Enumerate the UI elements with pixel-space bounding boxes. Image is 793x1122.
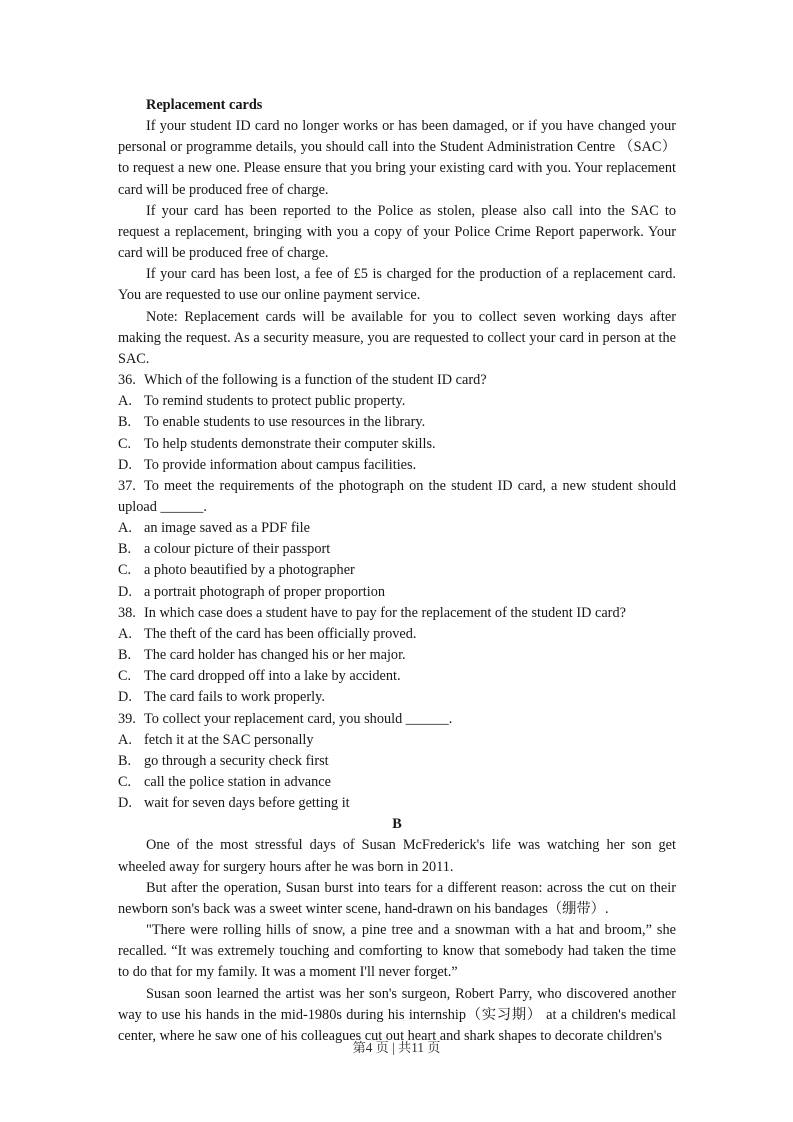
- option-text: To help students demonstrate their computer skills.: [144, 435, 436, 452]
- question-38-stem: In which case does a student have to pay for the replacement of the student ID card?: [144, 604, 626, 621]
- passage-a-paragraph-3: If your card has been lost, a fee of £5 is charged for the production of a replacement card. You are requested to use our online payment service.: [118, 266, 676, 304]
- option-text: The card holder has changed his or her major.: [144, 647, 406, 664]
- question-38-option-c: [118, 666, 676, 687]
- option-text: a photo beautified by a photographer: [144, 562, 355, 579]
- passage-a-paragraph-2: If your card has been reported to the Police as stolen, please also call into the SAC to request a replacement, bringing with you a copy of your Police Crime Report paperwork. Your card will be produced free of charge.: [118, 202, 676, 262]
- passage-b-paragraph-2: But after the operation, Susan burst into tears for a different reason: across the cut on their newborn son's back was a sweet winter scene, hand-drawn on his bandages（绷带）.: [118, 879, 676, 917]
- passage-b-heading: B: [392, 816, 402, 833]
- question-39-option-d: [118, 793, 676, 814]
- option-text: To remind students to protect public property.: [144, 393, 406, 410]
- option-label: C.: [118, 435, 132, 452]
- question-36-option-d: [118, 455, 676, 476]
- question-37-option-b: [118, 539, 676, 560]
- option-label: D.: [118, 795, 132, 812]
- question-39-number: 39.: [118, 710, 136, 727]
- question-39-option-b: [118, 751, 676, 772]
- passage-b-paragraph-1: One of the most stressful days of Susan McFrederick's life was watching her son get wheeled away for surgery hours after he was born in 2011.: [118, 837, 676, 875]
- question-38-option-b: [118, 645, 676, 666]
- option-label: B.: [118, 647, 132, 664]
- question-37-option-a: [118, 518, 676, 539]
- option-label: D.: [118, 456, 132, 473]
- question-37-stem: To meet the requirements of the photograph on the student ID card, a new student should upload ______.: [118, 477, 676, 515]
- question-36-option-a: [118, 391, 676, 412]
- passage-b-paragraph-4: Susan soon learned the artist was her son's surgeon, Robert Parry, who discovered another way to use his hands in the mid-1980s during his internship（实习期） at a children's medical center, where he saw one of his colleagues cut out heart and shark shapes to decorate children's: [118, 985, 676, 1044]
- passage-a-paragraph-4: Note: Replacement cards will be available for you to collect seven working days after making the request. As a security measure, you are requested to collect your card in person at the SAC.: [118, 308, 676, 367]
- option-label: B.: [118, 414, 132, 431]
- question-39-stem: To collect your replacement card, you should ______.: [144, 710, 453, 727]
- option-label: D.: [118, 689, 132, 706]
- option-label: A.: [118, 393, 132, 410]
- question-39-option-a: [118, 730, 676, 751]
- question-36-option-c: [118, 434, 676, 455]
- option-text: fetch it at the SAC personally: [144, 731, 314, 748]
- option-text: call the police station in advance: [144, 774, 331, 790]
- option-text: wait for seven days before getting it: [144, 795, 350, 812]
- page-footer: [0, 1037, 793, 1056]
- option-label: A.: [118, 520, 132, 537]
- option-label: B.: [118, 541, 132, 558]
- page-number: 第4 页 | 共11 页: [352, 1040, 441, 1055]
- question-38: [118, 603, 676, 624]
- option-text: The theft of the card has been officially proved.: [144, 625, 417, 642]
- question-39-option-c: [118, 772, 676, 793]
- option-label: B.: [118, 752, 132, 769]
- option-label: A.: [118, 731, 132, 748]
- option-label: C.: [118, 668, 132, 685]
- question-38-number: 38.: [118, 604, 136, 621]
- option-text: The card fails to work properly.: [144, 689, 325, 706]
- option-text: To enable students to use resources in the library.: [144, 414, 426, 431]
- option-text: a colour picture of their passport: [144, 541, 331, 558]
- option-text: a portrait photograph of proper proportion: [144, 583, 385, 600]
- option-label: D.: [118, 583, 132, 600]
- option-text: To provide information about campus facilities.: [144, 456, 417, 473]
- question-36-option-b: [118, 412, 676, 433]
- question-37: [118, 476, 676, 518]
- passage-b-paragraph-3: "There were rolling hills of snow, a pine tree and a snowman with a hat and broom,” she recalled. “It was extremely touching and comforting to know that somebody had taken the time to do that for my family. It was a moment I'll never forget.”: [118, 922, 676, 981]
- option-text: go through a security check first: [144, 752, 329, 769]
- question-37-option-c: [118, 560, 676, 581]
- question-38-option-a: [118, 624, 676, 645]
- option-text: an image saved as a PDF file: [144, 520, 310, 537]
- question-38-option-d: [118, 687, 676, 708]
- option-text: The card dropped off into a lake by accident.: [144, 668, 401, 685]
- question-37-number: 37.: [118, 477, 136, 494]
- page-content: [118, 95, 676, 1047]
- question-36-stem: Which of the following is a function of the student ID card?: [144, 372, 487, 389]
- option-label: A.: [118, 625, 132, 642]
- passage-a-paragraph-1: If your student ID card no longer works or has been damaged, or if you have changed your personal or programme details, you should call into the Student Administration Centre （SAC） to request a new one. Please ensure that you bring your existing card with you. Your replacement card will be produced free of charge.: [118, 118, 676, 198]
- question-36: [118, 370, 676, 391]
- passage-a-subheading: Replacement cards: [146, 97, 263, 113]
- option-label: C.: [118, 774, 132, 790]
- question-39: [118, 709, 676, 730]
- question-37-option-d: [118, 582, 676, 603]
- option-label: C.: [118, 562, 132, 579]
- question-36-number: 36.: [118, 372, 136, 389]
